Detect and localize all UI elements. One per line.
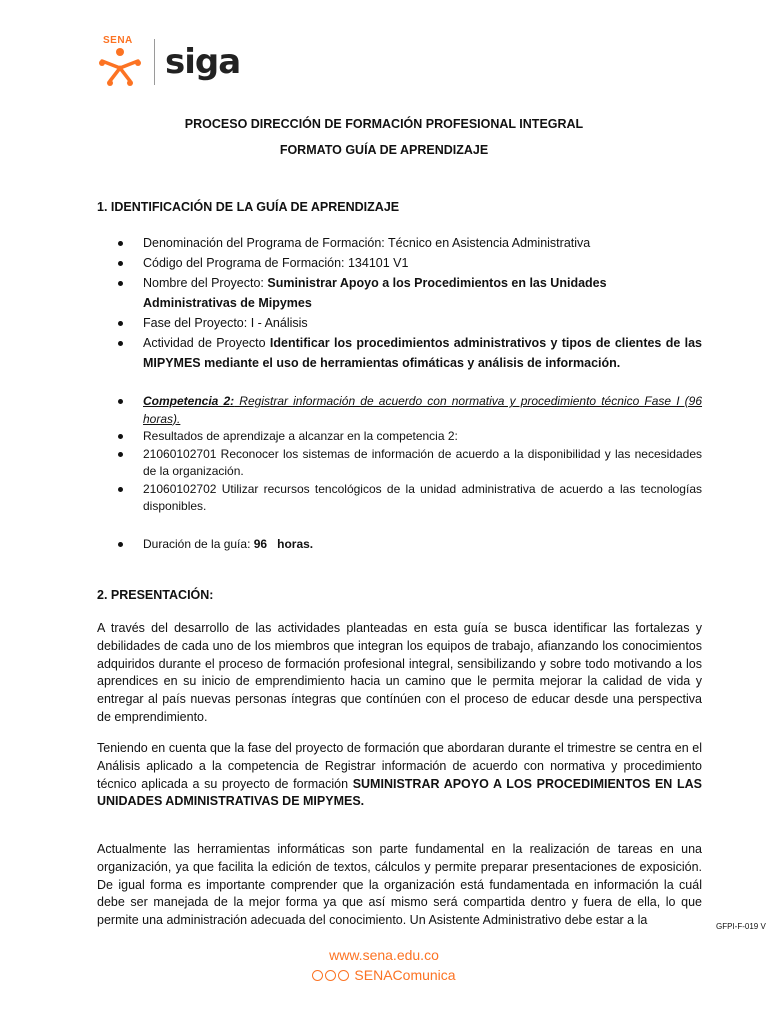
section-1-heading: 1. IDENTIFICACIÓN DE LA GUÍA DE APRENDIZAJE bbox=[97, 200, 400, 214]
bullet-icon bbox=[118, 281, 123, 286]
list-item: Actividad de Proyecto Identificar los procedimientos administrativos y tipos de clientes de las MIPYMES mediante el uso de herramientas ofimáticas y análisis de información. bbox=[0, 333, 768, 373]
presentation-paragraph-1: A través del desarrollo de las actividades planteadas en esta guía se busca identificar las fortalezas y debilidades de cada uno de los miembros que integran los equipos de trabajo, afianzando los conocimientos adquiridos durante el proceso de formación profesional integral, sensibilizando y sobre todo motivando a los aprendices en su inicio de emprendimiento hacia un camino que le permita mejorar la calidad de vida y entregar al país nuevas personas íntegras que contínúen con el proceso de educar desde una perspectiva de emprendimiento. bbox=[97, 621, 702, 724]
bullet-icon bbox=[118, 241, 123, 246]
siga-logo: siga bbox=[165, 42, 241, 82]
footer-url-link[interactable]: www.sena.edu.co bbox=[329, 947, 439, 963]
social-icons bbox=[312, 970, 351, 981]
social-handle[interactable]: SENAComunica bbox=[354, 967, 456, 983]
sena-logo-text: SENA bbox=[103, 35, 133, 46]
list-item: Código del Programa de Formación: 134101 V1 bbox=[0, 253, 768, 273]
list-item: Resultados de aprendizaje a alcanzar en la competencia 2: bbox=[0, 428, 768, 446]
footer-social bbox=[0, 967, 768, 983]
list-item: Nombre del Proyecto: Suministrar Apoyo a los Procedimientos en las Unidades Administrativas de Mipymes bbox=[0, 273, 768, 313]
bullet-icon bbox=[118, 434, 123, 439]
document-code: GFPI-F-019 V bbox=[716, 922, 766, 931]
list-item: Competencia 2: Registrar información de acuerdo con normativa y procedimiento técnico Fase I (96 horas). bbox=[0, 393, 768, 428]
bullet-icon bbox=[118, 321, 123, 326]
competencia-label: Competencia 2: bbox=[143, 394, 235, 408]
competencia-list bbox=[0, 393, 768, 516]
section-2-heading: 2. PRESENTACIÓN: bbox=[97, 588, 214, 602]
sena-logo bbox=[96, 35, 146, 89]
list-item: 21060102702 Utilizar recursos tencológicos de la unidad administrativa de acuerdo a las tecnologías disponibles. bbox=[0, 481, 768, 516]
bullet-icon bbox=[118, 452, 123, 457]
list-item: Duración de la guía: 96 horas. bbox=[0, 536, 768, 554]
list-item: 21060102701 Reconocer los sistemas de información de acuerdo a la disponibilidad y las necesidades de la organización. bbox=[0, 446, 768, 481]
facebook-icon[interactable] bbox=[312, 970, 323, 981]
bullet-icon bbox=[118, 487, 123, 492]
bullet-icon bbox=[118, 399, 123, 404]
instagram-icon[interactable] bbox=[338, 970, 349, 981]
bullet-icon bbox=[118, 261, 123, 266]
document-title: PROCESO DIRECCIÓN DE FORMACIÓN PROFESIONAL INTEGRAL bbox=[184, 117, 584, 131]
bullet-icon bbox=[118, 341, 123, 346]
list-item: Fase del Proyecto: I - Análisis bbox=[0, 313, 768, 333]
list-item: Denominación del Programa de Formación: Técnico en Asistencia Administrativa bbox=[0, 233, 768, 253]
presentation-paragraph-3: Actualmente las herramientas informáticas son parte fundamental en la realización de tareas en una organización, ya que facilita la edición de textos, cálculos y permite preparar presentaciones de exposición. De igual forma es importante comprender que la organización está fundamentada en información la cuál debe ser manejada de la mejor forma ya que así mismo será compartida dentro y fuera de ella, lo que permite una administración adecuada del conocimiento. Un Asistente Administrativo debe estar a la bbox=[97, 842, 702, 928]
twitter-icon[interactable] bbox=[325, 970, 336, 981]
bullet-icon bbox=[118, 542, 123, 547]
header bbox=[96, 34, 240, 90]
identification-list bbox=[0, 233, 768, 373]
presentation-paragraph-2: Teniendo en cuenta que la fase del proyecto de formación que abordaran durante el trimestre se centra en el Análisis aplicado a la competencia de Registrar información de acuerdo con normativa y procedimiento técnico aplicada a su proyecto de formación SUMINISTRAR APOYO A LOS PROCEDIMIENTOS EN LAS UNIDADES ADMINISTRATIVAS DE MIPYMES. bbox=[97, 741, 702, 809]
duracion-list bbox=[0, 536, 768, 554]
document-subtitle: FORMATO GUÍA DE APRENDIZAJE bbox=[279, 143, 489, 157]
logo-divider bbox=[154, 39, 155, 85]
